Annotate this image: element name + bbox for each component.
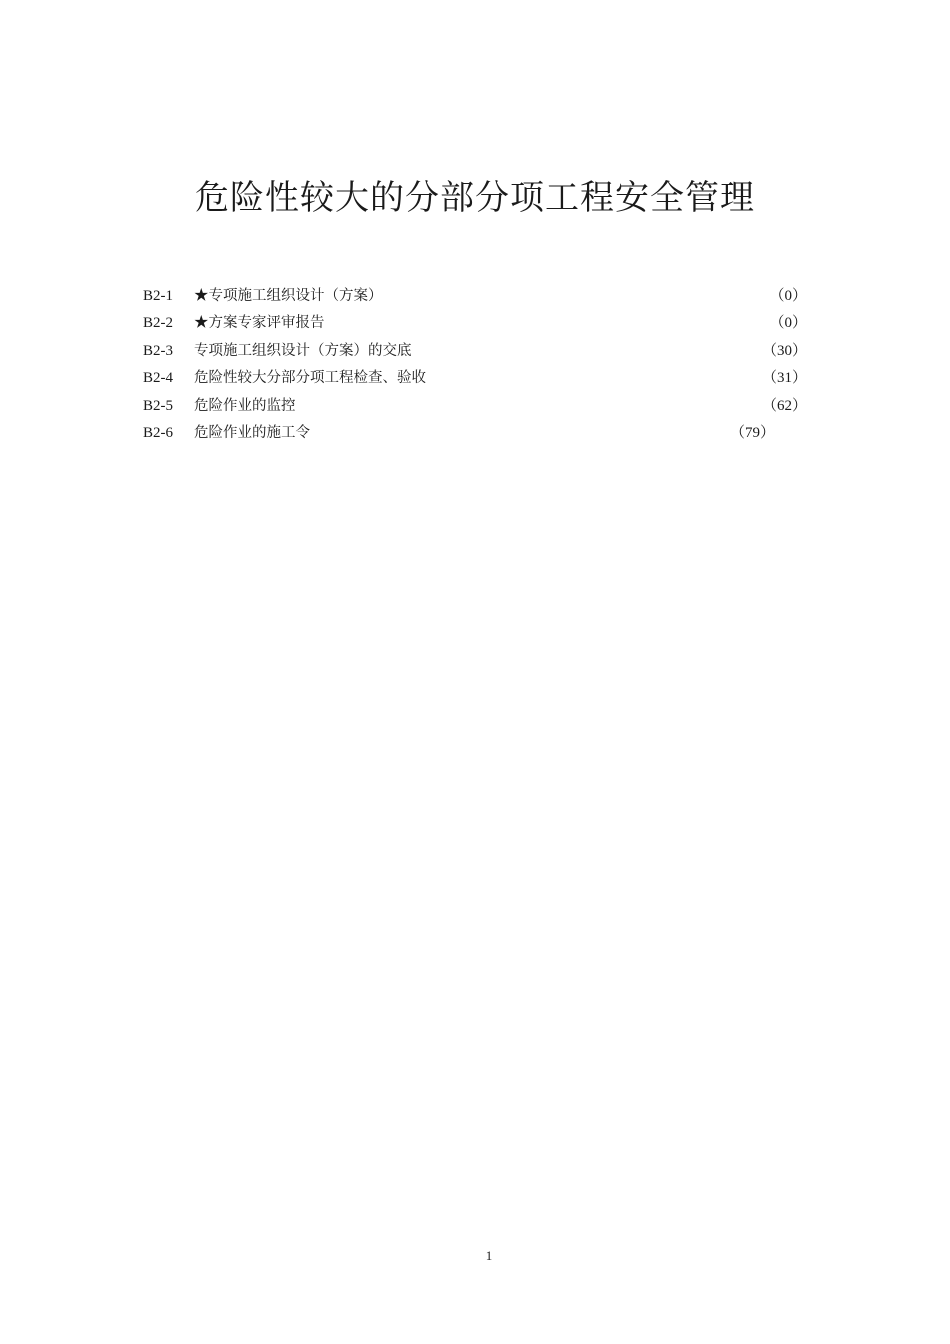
page-number: 1 (485, 1248, 493, 1263)
page-title: 危险性较大的分部分项工程安全管理 (195, 178, 755, 218)
toc-entry-code: B2-5 (143, 397, 173, 414)
toc-entry-page: （31） (761, 370, 807, 387)
toc-entry-code: B2-4 (143, 370, 173, 387)
toc-entry-b2-4[interactable] (143, 366, 807, 393)
toc-entry-b2-1[interactable] (143, 284, 807, 311)
toc-entry-b2-3[interactable] (143, 339, 807, 366)
toc-entry-code: B2-2 (143, 315, 173, 332)
toc-entry-title: 危险性较大分部分项工程检查、验收 (194, 370, 426, 387)
toc-entry-title: 危险作业的监控 (194, 397, 296, 414)
toc-entry-code: B2-6 (143, 424, 173, 441)
toc-entry-b2-6[interactable] (143, 421, 807, 448)
toc-entry-title: 专项施工组织设计（方案）的交底 (194, 342, 412, 359)
toc-entry-title: ★方案专家评审报告 (194, 315, 325, 332)
table-of-contents (143, 284, 807, 448)
toc-entry-page: （0） (769, 315, 807, 332)
toc-entry-b2-5[interactable] (143, 394, 807, 421)
toc-entry-page: （0） (769, 288, 807, 304)
toc-entry-page: （79） (730, 424, 776, 441)
toc-entry-code: B2-1 (143, 288, 173, 304)
toc-entry-title: ★专项施工组织设计（方案） (194, 288, 383, 304)
toc-entry-page: （30） (761, 342, 807, 359)
toc-entry-b2-2[interactable] (143, 311, 807, 338)
toc-entry-code: B2-3 (143, 342, 173, 359)
toc-entry-page: （62） (761, 397, 807, 414)
toc-entry-title: 危险作业的施工令 (194, 424, 310, 441)
